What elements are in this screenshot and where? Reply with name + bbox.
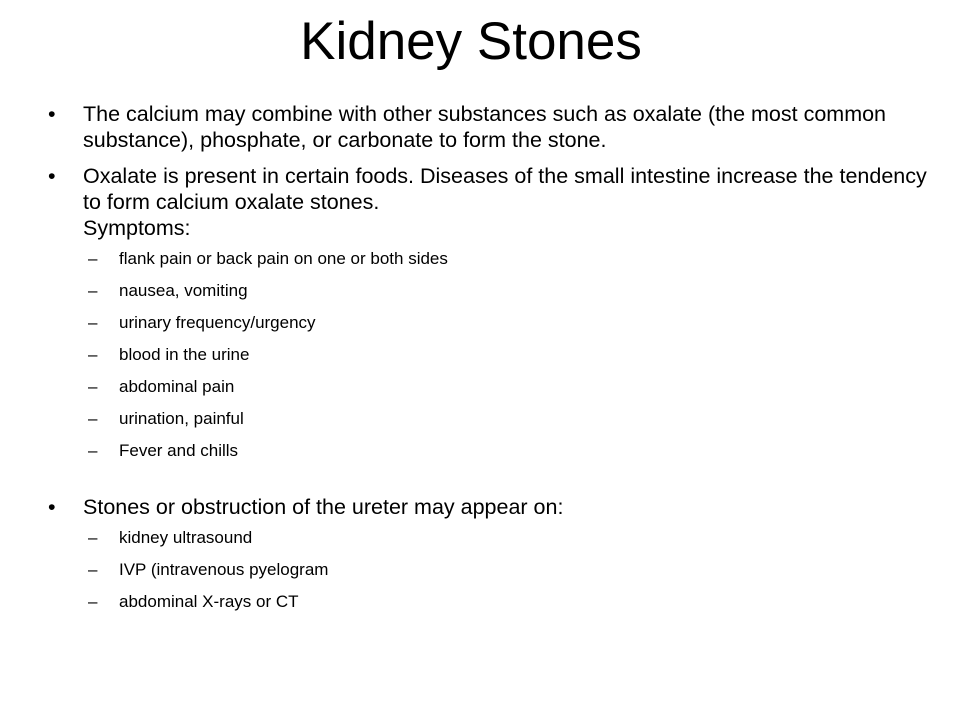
sub-list-item <box>48 345 928 377</box>
sub-list-item <box>48 441 928 473</box>
sub-item-text: Fever and chills <box>119 441 239 460</box>
imaging-list <box>48 528 928 624</box>
bullet-item <box>48 101 928 153</box>
dash-icon: – <box>88 345 98 364</box>
sub-list-item <box>48 592 928 624</box>
sub-item-text: abdominal pain <box>119 377 235 396</box>
sub-list-item <box>48 528 928 560</box>
bullet-dot-icon: • <box>48 102 56 126</box>
dash-icon: – <box>88 409 98 428</box>
symptoms-list <box>48 249 928 473</box>
sub-item-text: kidney ultrasound <box>119 528 253 547</box>
sub-list-item <box>48 560 928 592</box>
sub-list-item <box>48 313 928 345</box>
sub-list-item <box>48 377 928 409</box>
sub-list-item <box>48 409 928 441</box>
dash-icon: – <box>88 313 98 332</box>
slide-title: Kidney Stones <box>300 12 642 71</box>
bullet-text-line2: Symptoms: <box>83 216 191 240</box>
bullet-item <box>48 163 928 241</box>
sub-item-text: urinary frequency/urgency <box>119 313 316 332</box>
bullet-text: The calcium may combine with other substances such as oxalate (the most common substance), phosphate, or carbonate to form the stone. <box>83 102 887 152</box>
bullet-dot-icon: • <box>48 164 56 188</box>
sub-item-text: flank pain or back pain on one or both sides <box>119 249 448 268</box>
bullet-text: Oxalate is present in certain foods. Diseases of the small intestine increase the tendency to form calcium oxalate stones. <box>83 164 927 214</box>
sub-item-text: IVP (intravenous pyelogram <box>119 560 329 579</box>
sub-item-text: abdominal X-rays or CT <box>119 592 299 611</box>
bullet-dot-icon: • <box>48 495 56 519</box>
sub-item-text: urination, painful <box>119 409 244 428</box>
sub-list-item <box>48 281 928 313</box>
sub-item-text: blood in the urine <box>119 345 250 364</box>
bullet-item <box>48 494 928 520</box>
slide-body <box>48 101 928 624</box>
sub-item-text: nausea, vomiting <box>119 281 248 300</box>
bullet-text: Stones or obstruction of the ureter may appear on: <box>83 495 564 519</box>
dash-icon: – <box>88 281 98 300</box>
dash-icon: – <box>88 592 98 611</box>
sub-list-item <box>48 249 928 281</box>
dash-icon: – <box>88 441 98 460</box>
dash-icon: – <box>88 249 98 268</box>
dash-icon: – <box>88 528 98 547</box>
dash-icon: – <box>88 560 98 579</box>
dash-icon: – <box>88 377 98 396</box>
